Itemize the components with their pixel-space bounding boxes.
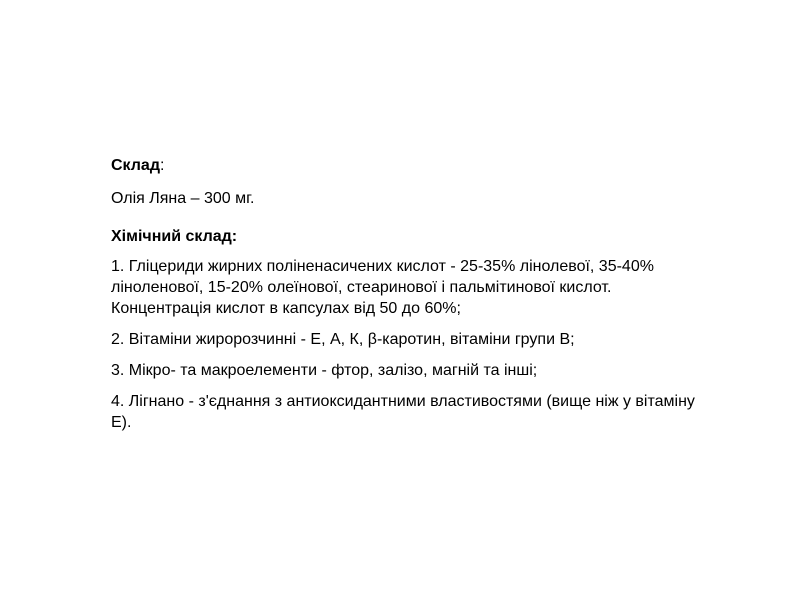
composition-text: Олія Ляна – 300 мг. xyxy=(111,190,255,207)
composition-heading xyxy=(111,156,711,175)
composition-heading-colon: : xyxy=(159,157,165,174)
chemical-item-2: 2. Вітаміни жиророзчинні - Е, А, К, β-каротин, вітаміни групи В; xyxy=(111,331,575,348)
chemical-item-3: 3. Мікро- та макроелементи - фтор, залізо, магній та інші; xyxy=(111,362,538,379)
chemical-item-1: 1. Гліцериди жирних поліненасичених кислот - 25-35% лінолевої, 35-40% ліноленової, 15-20% олеїнової, стеаринової і пальмітинової кислот. Концентрація кислот в капсулах від 50 до 60%; xyxy=(111,258,654,317)
composition-heading-text: Склад xyxy=(111,157,160,174)
chemical-item-4: 4. Лігнано - з'єднання з антиоксидантними властивостями (вище ніж у вітаміну Е). xyxy=(111,393,695,431)
document-body xyxy=(111,156,711,433)
chemical-heading: Хімічний склад: xyxy=(111,228,238,245)
